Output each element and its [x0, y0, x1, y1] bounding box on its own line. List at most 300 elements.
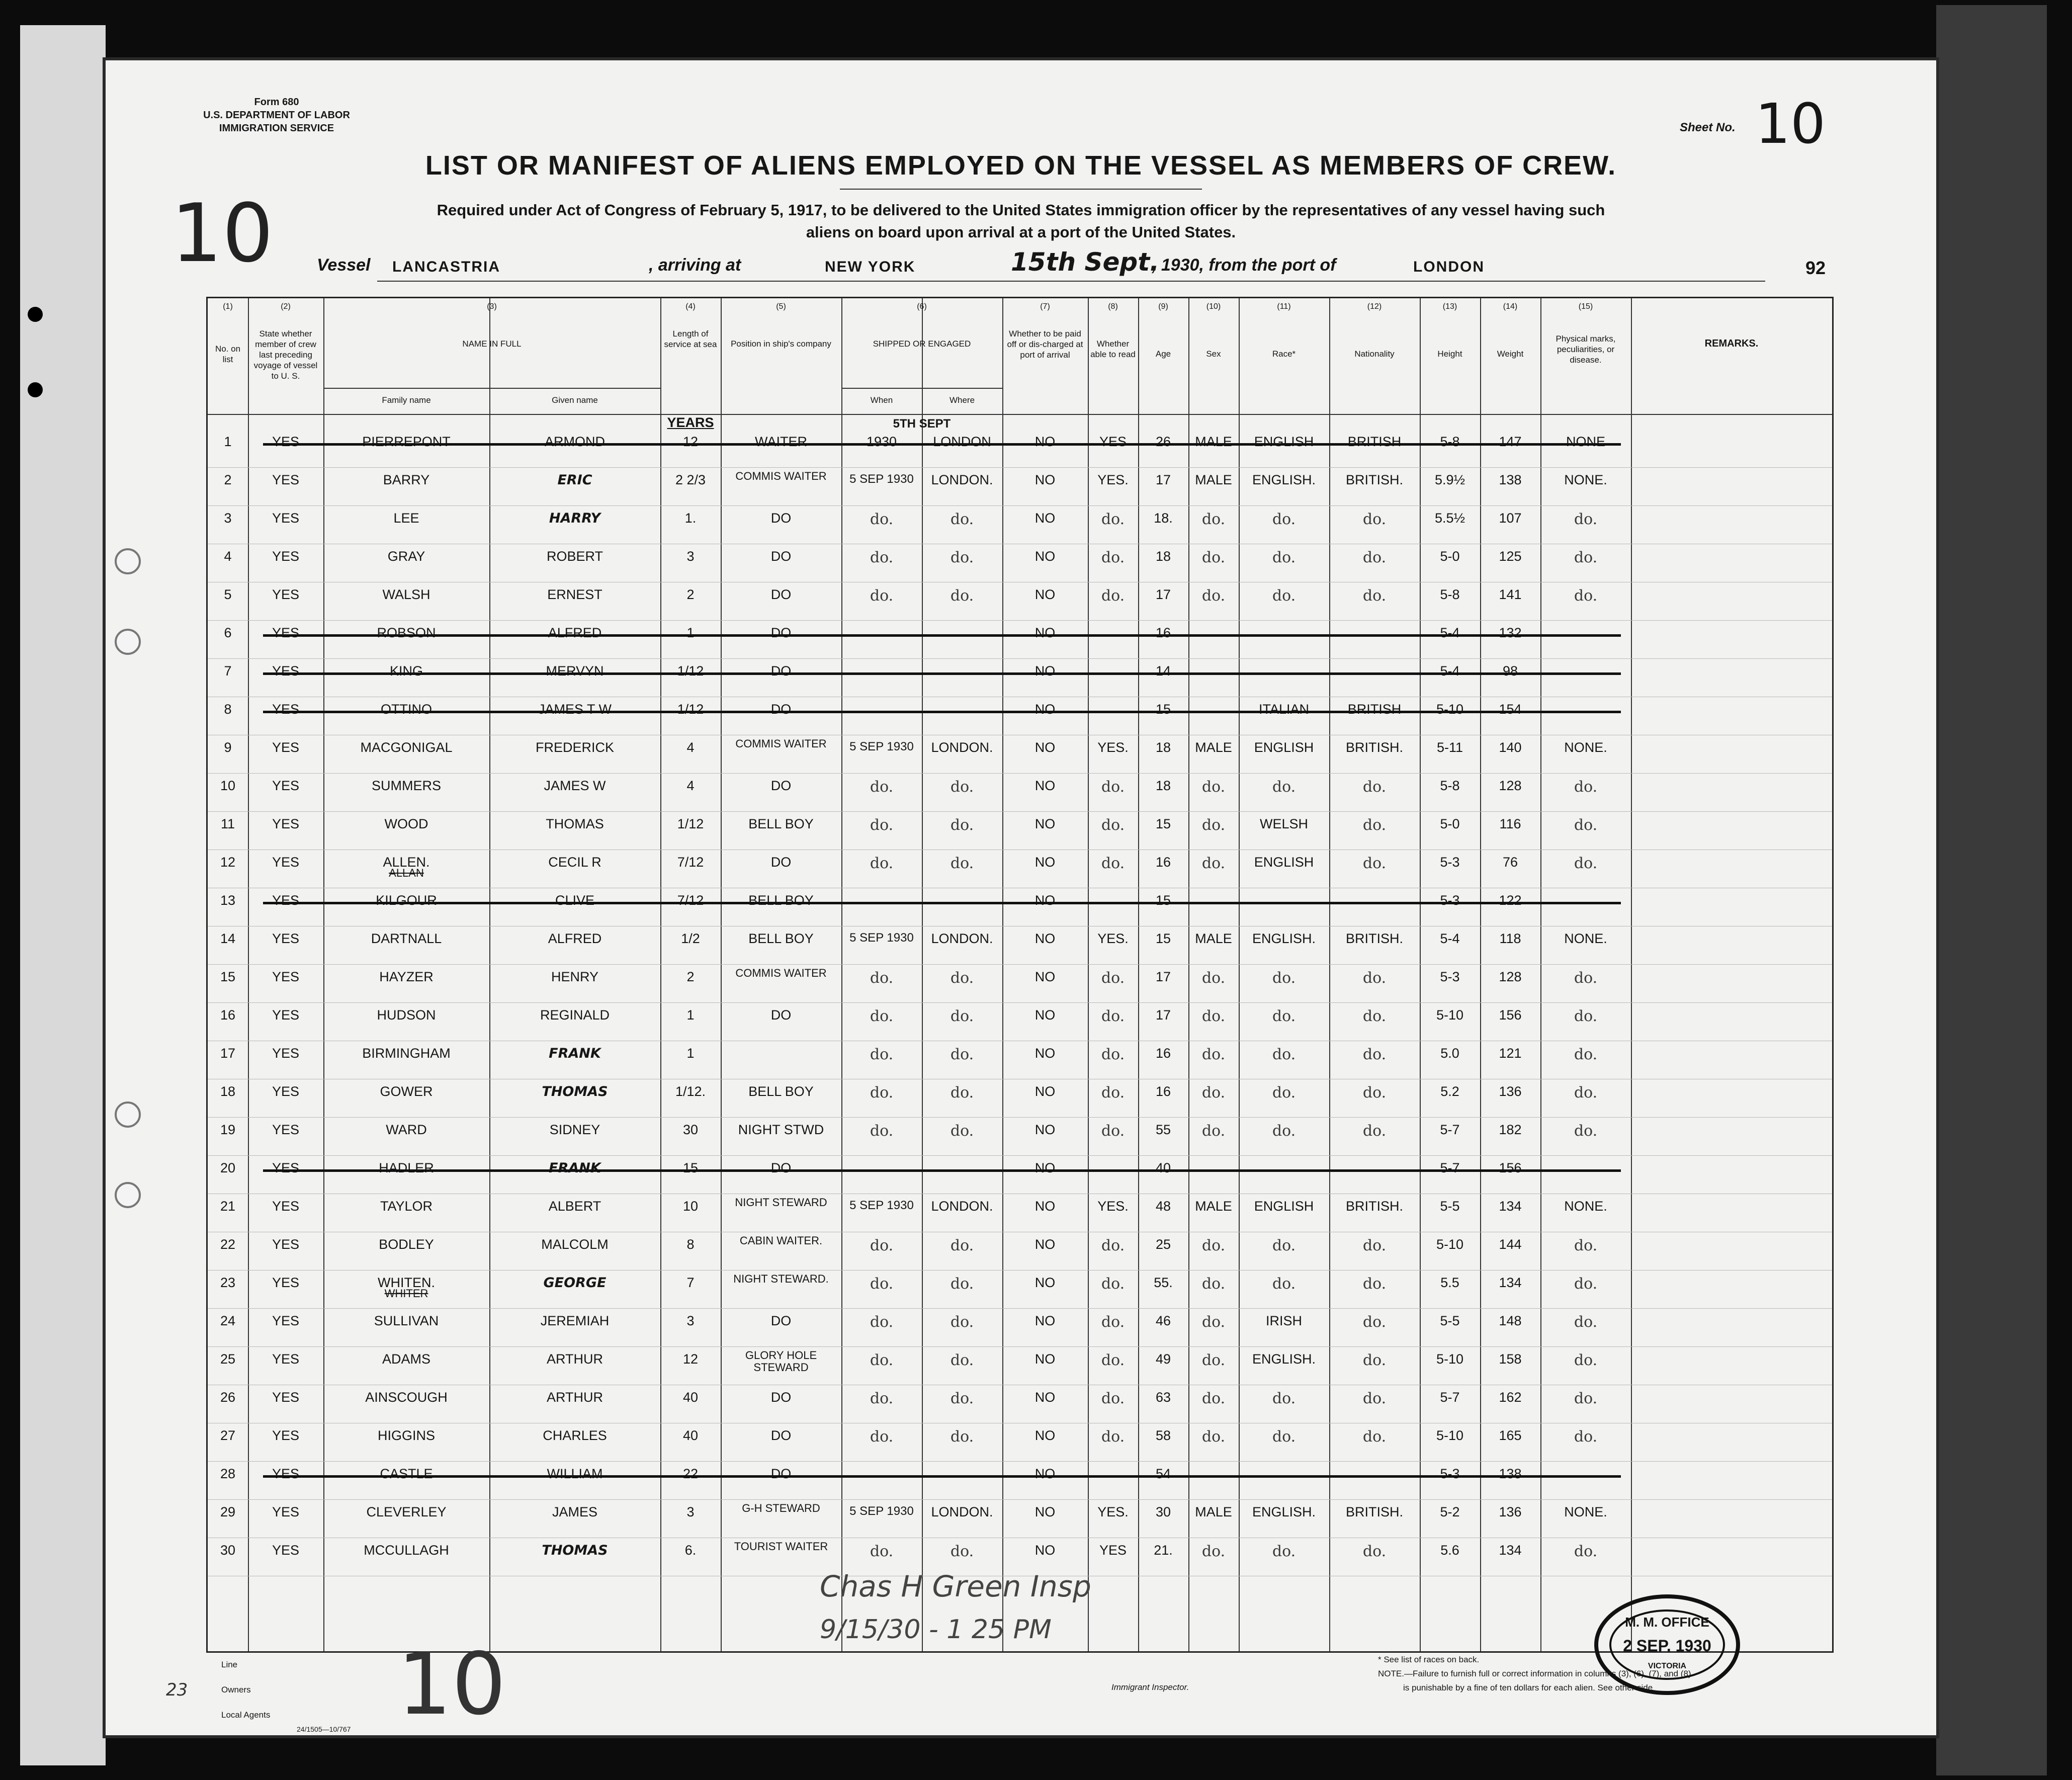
- cell-given: THOMAS: [542, 1543, 608, 1558]
- cell-age: 49: [1155, 1351, 1171, 1367]
- cell-read: YES.: [1097, 931, 1129, 946]
- cell-no: 3: [224, 511, 232, 526]
- cell-length: 1: [686, 1007, 695, 1023]
- cell-sex: do.: [1201, 778, 1226, 796]
- cell-read: do.: [1101, 587, 1125, 605]
- cell-no: 10: [220, 778, 236, 793]
- cell-given: FRANK: [549, 1160, 601, 1176]
- cell-sex: MALE: [1195, 1504, 1232, 1519]
- strikethrough-line: [263, 711, 1621, 713]
- cell-discharged: NO: [1034, 1122, 1056, 1137]
- cell-weight: 136: [1499, 1084, 1522, 1099]
- cell-age: 16: [1155, 625, 1171, 640]
- cell-position: GLORY HOLE STEWARD: [745, 1349, 817, 1374]
- header-weight: Weight: [1497, 349, 1524, 359]
- cell-age: 17: [1155, 587, 1171, 602]
- cell-nationality: do.: [1362, 1428, 1387, 1446]
- sheet-number: 10: [1755, 92, 1826, 156]
- cell-height: 5-8: [1440, 778, 1460, 793]
- header-remarks: REMARKS.: [1704, 338, 1759, 349]
- cell-when: do.: [870, 1543, 894, 1560]
- row-rule: [208, 1346, 1832, 1347]
- cell-length: 12: [682, 1351, 699, 1367]
- cell-height: 5-10: [1436, 702, 1464, 717]
- cell-weight: 156: [1499, 1160, 1522, 1175]
- form-header: [181, 96, 372, 135]
- cell-sex: do.: [1201, 855, 1226, 872]
- cell-age: 40: [1155, 1160, 1171, 1175]
- cell-given: CHARLES: [543, 1428, 607, 1443]
- row-rule: [208, 964, 1832, 965]
- cell-length: 15: [682, 1160, 699, 1175]
- cell-state: YES: [272, 969, 300, 984]
- cell-where: do.: [950, 587, 974, 605]
- cell-length: 1/12: [677, 816, 704, 831]
- cell-no: 28: [220, 1466, 236, 1481]
- cell-read: YES.: [1097, 740, 1129, 755]
- cell-position: WAITER: [755, 434, 807, 449]
- cell-race: do.: [1272, 511, 1296, 528]
- cell-when: do.: [870, 587, 894, 605]
- row-rule: [208, 1461, 1832, 1462]
- cell-position: DO: [770, 663, 792, 679]
- cell-no: 30: [220, 1543, 236, 1558]
- column-number: (9): [1158, 302, 1168, 311]
- cell-discharged: NO: [1034, 816, 1056, 831]
- cell-given: ALFRED: [548, 625, 602, 640]
- column-number: (1): [223, 302, 233, 311]
- cell-race: do.: [1272, 549, 1296, 566]
- cell-length: 3: [686, 549, 695, 564]
- arrival-port: NEW YORK: [825, 259, 916, 275]
- cell-age: 15: [1155, 893, 1171, 908]
- cell-read: do.: [1101, 1428, 1125, 1446]
- header-position: Position in ship's company: [731, 339, 831, 349]
- cell-discharged: NO: [1034, 1504, 1056, 1519]
- cell-length: 12: [682, 434, 699, 449]
- header-able-to-read: Whether able to read: [1090, 339, 1136, 359]
- cell-race: ENGLISH: [1254, 740, 1314, 755]
- cell-marks: do.: [1574, 969, 1598, 987]
- cell-read: do.: [1101, 816, 1125, 834]
- cell-discharged: NO: [1034, 702, 1056, 717]
- cell-marks: NONE.: [1564, 1504, 1607, 1519]
- cell-height: 5-2: [1440, 1504, 1460, 1519]
- column-number: (8): [1108, 302, 1118, 311]
- cell-no: 9: [224, 740, 232, 755]
- cell-age: 18: [1155, 549, 1171, 564]
- cell-state: YES: [272, 1351, 300, 1367]
- header-state-last-voyage: State whether member of crew last preceding voyage of vessel to U. S.: [253, 329, 318, 381]
- cell-where: do.: [950, 1007, 974, 1025]
- cell-marks: do.: [1574, 1351, 1598, 1369]
- penalty-note-1: NOTE.—Failure to furnish full or correct information in columns (3), (6), (7), and (8): [1378, 1669, 1691, 1678]
- cell-given: JAMES W: [544, 778, 606, 793]
- cell-age: 14: [1155, 663, 1171, 679]
- cell-discharged: NO: [1034, 587, 1056, 602]
- cell-age: 25: [1155, 1237, 1171, 1252]
- column-number: (13): [1442, 302, 1457, 311]
- cell-length: 1: [686, 1046, 695, 1061]
- cell-nationality: do.: [1362, 1275, 1387, 1293]
- cell-when: 5 SEP 1930: [849, 1504, 914, 1518]
- cell-height: 5-10: [1436, 1428, 1464, 1443]
- office-stamp: [1594, 1594, 1740, 1695]
- cell-height: 5-10: [1436, 1351, 1464, 1367]
- cell-nationality: BRITISH: [1347, 434, 1402, 449]
- cell-nationality: do.: [1362, 1390, 1387, 1407]
- cell-position: BELL BOY: [748, 816, 814, 831]
- cell-when: do.: [870, 1122, 894, 1140]
- cell-length: 7/12: [677, 893, 704, 908]
- cell-marks: do.: [1574, 816, 1598, 834]
- cell-position: DO: [770, 1466, 792, 1481]
- header-nationality: Nationality: [1354, 349, 1395, 359]
- cell-where: do.: [950, 816, 974, 834]
- name-subheader-divider: [323, 388, 660, 389]
- cell-read: YES: [1099, 1543, 1127, 1558]
- column-number: (11): [1277, 302, 1291, 311]
- cell-weight: 134: [1499, 1199, 1522, 1214]
- cell-race: do.: [1272, 1046, 1296, 1063]
- cell-given: HENRY: [551, 969, 599, 984]
- header-age: Age: [1155, 349, 1171, 359]
- cell-given: ALFRED: [548, 931, 602, 946]
- cell-marks: do.: [1574, 1275, 1598, 1293]
- cell-nationality: do.: [1362, 511, 1387, 528]
- row-rule: [208, 505, 1832, 506]
- cell-position: COMMIS WAITER: [735, 470, 827, 482]
- column-number: (4): [685, 302, 696, 311]
- cell-position: TOURIST WAITER: [734, 1540, 828, 1553]
- cell-discharged: NO: [1034, 1351, 1056, 1367]
- cell-read: do.: [1101, 1275, 1125, 1293]
- cell-weight: 107: [1499, 511, 1522, 526]
- cell-weight: 116: [1499, 816, 1521, 831]
- cell-read: do.: [1101, 969, 1125, 987]
- cell-weight: 138: [1499, 472, 1522, 487]
- cell-given: CECIL R: [548, 855, 601, 870]
- cell-discharged: NO: [1034, 740, 1056, 755]
- cell-family: HADLER: [379, 1160, 434, 1175]
- cell-weight: 98: [1502, 663, 1518, 679]
- row-rule: [208, 773, 1832, 774]
- cell-race: do.: [1272, 1122, 1296, 1140]
- cell-given: ALBERT: [548, 1199, 601, 1214]
- cell-marks: do.: [1574, 1390, 1598, 1407]
- cell-race: do.: [1272, 1084, 1296, 1101]
- cell-discharged: NO: [1034, 931, 1056, 946]
- cell-discharged: NO: [1034, 1199, 1056, 1214]
- cell-no: 6: [224, 625, 232, 640]
- binder-hole: [115, 1182, 141, 1208]
- cell-family: SULLIVAN: [374, 1313, 439, 1328]
- cell-read: do.: [1101, 1237, 1125, 1254]
- cell-sex: MALE: [1195, 472, 1232, 487]
- cell-family: MCCULLAGH: [364, 1543, 449, 1558]
- cell-sex: MALE: [1195, 434, 1232, 449]
- cell-marks: do.: [1574, 1122, 1598, 1140]
- cell-family: CASTLE: [380, 1466, 433, 1481]
- cell-weight: 156: [1499, 1007, 1522, 1023]
- cell-given: THOMAS: [546, 816, 604, 831]
- cell-marks: do.: [1574, 1084, 1598, 1101]
- cell-length: 3: [686, 1313, 695, 1328]
- cell-where: do.: [950, 778, 974, 796]
- cell-sex: MALE: [1195, 740, 1232, 755]
- cell-race: IRISH: [1265, 1313, 1302, 1328]
- cell-no: 4: [224, 549, 232, 564]
- cell-race: do.: [1272, 778, 1296, 796]
- cell-no: 25: [220, 1351, 236, 1367]
- stamp-top-text: M. M. OFFICE: [1625, 1615, 1709, 1630]
- cell-height: 5-11: [1436, 740, 1463, 755]
- cell-sex: do.: [1201, 549, 1226, 566]
- right-page-edge: [1936, 5, 2047, 1775]
- cell-position: DO: [770, 778, 792, 793]
- cell-race: ENGLISH: [1254, 1199, 1314, 1214]
- cell-state: YES: [272, 893, 300, 908]
- cell-discharged: NO: [1034, 434, 1056, 449]
- cell-read: do.: [1101, 511, 1125, 528]
- cell-length: 1/12: [677, 702, 704, 717]
- cell-given: ERIC: [557, 472, 592, 488]
- cell-discharged: NO: [1034, 1046, 1056, 1061]
- cell-given: ARTHUR: [546, 1351, 603, 1367]
- cell-discharged: NO: [1034, 472, 1056, 487]
- cell-state: YES: [272, 1199, 300, 1214]
- column-divider: [1631, 298, 1632, 1651]
- title-rule: [840, 189, 1202, 190]
- cell-read: YES.: [1097, 472, 1129, 487]
- cell-when: do.: [870, 1237, 894, 1254]
- cell-marks: do.: [1574, 1007, 1598, 1025]
- row-rule: [208, 1117, 1832, 1118]
- cell-when: do.: [870, 778, 894, 796]
- cell-state: YES: [272, 1390, 300, 1405]
- cell-no: 13: [220, 893, 236, 908]
- cell-given: REGINALD: [540, 1007, 610, 1023]
- cell-read: do.: [1101, 549, 1125, 566]
- cell-race: ENGLISH: [1254, 855, 1314, 870]
- cell-where: do.: [950, 549, 974, 566]
- cell-no: 21: [220, 1199, 236, 1214]
- cell-age: 26: [1155, 434, 1171, 449]
- cell-state: YES: [272, 1275, 300, 1290]
- cell-where: do.: [950, 1351, 974, 1369]
- cell-race: do.: [1272, 1007, 1296, 1025]
- cell-read: YES.: [1097, 1504, 1129, 1519]
- years-unit-label: YEARS: [667, 415, 714, 430]
- cell-height: 5-4: [1440, 931, 1460, 946]
- cell-no: 18: [220, 1084, 236, 1099]
- cell-family: OTTINO: [381, 702, 432, 717]
- cell-weight: 76: [1502, 855, 1518, 870]
- cell-marks: do.: [1574, 549, 1598, 566]
- cell-height: 5-10: [1436, 1007, 1464, 1023]
- cell-length: 2: [686, 587, 695, 602]
- cell-length: 1/12: [677, 663, 704, 679]
- cell-height: 5-8: [1440, 587, 1460, 602]
- cell-nationality: do.: [1362, 969, 1387, 987]
- cell-nationality: BRITISH.: [1345, 1199, 1403, 1214]
- cell-sex: do.: [1201, 1084, 1226, 1101]
- manifest-title: LIST OR MANIFEST OF ALIENS EMPLOYED ON THE VESSEL AS MEMBERS OF CREW.: [425, 150, 1617, 181]
- row-rule: [208, 1308, 1832, 1309]
- cell-read: do.: [1101, 1084, 1125, 1101]
- arriving-label: , arriving at: [649, 256, 741, 275]
- cell-no: 22: [220, 1237, 236, 1252]
- cell-weight: 121: [1499, 1046, 1522, 1061]
- cell-race: ENGLISH.: [1252, 931, 1316, 946]
- cell-age: 15: [1155, 931, 1171, 946]
- cell-marks: NONE.: [1564, 472, 1607, 487]
- stamp-bottom-text: VICTORIA: [1648, 1662, 1687, 1670]
- cell-family: AINSCOUGH: [365, 1390, 448, 1405]
- cell-when: do.: [870, 549, 894, 566]
- cell-discharged: NO: [1034, 549, 1056, 564]
- cell-family: GOWER: [380, 1084, 433, 1099]
- cell-nationality: BRITISH.: [1345, 931, 1403, 946]
- cell-length: 10: [682, 1199, 699, 1214]
- cell-read: do.: [1101, 1046, 1125, 1063]
- cell-position: NIGHT STEWARD.: [733, 1273, 829, 1285]
- cell-where: do.: [950, 855, 974, 872]
- cell-weight: 125: [1499, 549, 1522, 564]
- header-length-of-service: Length of service at sea: [664, 329, 717, 349]
- sheet-label: Sheet No.: [1680, 121, 1736, 134]
- column-number: (12): [1367, 302, 1382, 311]
- cell-given: ERNEST: [547, 587, 602, 602]
- cell-height: 5-7: [1440, 1122, 1460, 1137]
- cell-sex: do.: [1201, 1122, 1226, 1140]
- cell-where: do.: [950, 1313, 974, 1331]
- cell-state: YES: [272, 472, 300, 487]
- cell-position: G-H STEWARD: [742, 1502, 820, 1514]
- stamp-date: 2 SEP. 1930: [1623, 1637, 1711, 1655]
- cell-where: do.: [950, 1543, 974, 1560]
- cell-sex: do.: [1201, 1351, 1226, 1369]
- cell-nationality: do.: [1362, 1237, 1387, 1254]
- vessel-name: LANCASTRIA: [392, 259, 500, 275]
- column-number: (6): [917, 302, 927, 311]
- cell-marks: do.: [1574, 587, 1598, 605]
- cell-state: YES: [272, 702, 300, 717]
- cell-given: ROBERT: [546, 549, 603, 564]
- cell-height: 5-3: [1440, 969, 1460, 984]
- binder-hole: [115, 548, 141, 574]
- cell-when: do.: [870, 969, 894, 987]
- cell-state: YES: [272, 1007, 300, 1023]
- races-note: * See list of races on back.: [1378, 1655, 1480, 1664]
- cell-position: BELL BOY: [748, 931, 814, 946]
- margin-number: 10: [171, 186, 274, 280]
- cell-race: do.: [1272, 1390, 1296, 1407]
- cell-nationality: do.: [1362, 1084, 1387, 1101]
- cell-family: KING: [389, 663, 423, 679]
- cell-given: HARRY: [549, 511, 601, 526]
- cell-length: 7/12: [677, 855, 704, 870]
- cell-state: YES: [272, 931, 300, 946]
- cell-family: SUMMERS: [371, 778, 441, 793]
- cell-no: 23: [220, 1275, 236, 1290]
- cell-sex: do.: [1201, 1313, 1226, 1331]
- column-number: (15): [1578, 302, 1593, 311]
- cell-read: YES: [1099, 434, 1127, 449]
- cell-nationality: do.: [1362, 1543, 1387, 1560]
- cell-marks: NONE.: [1564, 740, 1607, 755]
- cell-race: ENGLISH.: [1252, 1504, 1316, 1519]
- cell-age: 54: [1155, 1466, 1171, 1481]
- cell-nationality: BRITISH: [1347, 702, 1402, 717]
- cell-discharged: NO: [1034, 1007, 1056, 1023]
- cell-given: SIDNEY: [549, 1122, 600, 1137]
- cell-weight: 134: [1499, 1275, 1522, 1290]
- cell-given: THOMAS: [542, 1084, 608, 1099]
- binder-hole: [115, 1101, 141, 1128]
- cell-no: 12: [220, 855, 236, 870]
- cell-where: LONDON.: [931, 472, 993, 487]
- cell-weight: 132: [1499, 625, 1522, 640]
- cell-given: JAMES T W: [538, 702, 612, 717]
- cell-age: 16: [1155, 855, 1171, 870]
- cell-where: do.: [950, 969, 974, 987]
- cell-state: YES: [272, 1543, 300, 1558]
- cell-height: 5.0: [1440, 1046, 1459, 1061]
- column-number: (14): [1503, 302, 1518, 311]
- cell-when: do.: [870, 1084, 894, 1101]
- cell-weight: 148: [1499, 1313, 1522, 1328]
- footer-agents-label: Local Agents: [221, 1710, 271, 1720]
- cell-position: DO: [770, 1428, 792, 1443]
- cell-family: TAYLOR: [380, 1199, 433, 1214]
- cell-nationality: do.: [1362, 587, 1387, 605]
- strikethrough-line: [263, 443, 1621, 446]
- cell-nationality: BRITISH.: [1345, 472, 1403, 487]
- cell-where: LONDON.: [931, 740, 993, 755]
- cell-weight: 118: [1499, 931, 1521, 946]
- cell-marks: do.: [1574, 511, 1598, 528]
- cell-sex: do.: [1201, 1543, 1226, 1560]
- cell-nationality: do.: [1362, 1351, 1387, 1369]
- cell-family: WALSH: [382, 587, 430, 602]
- cell-age: 17: [1155, 969, 1171, 984]
- corner-number: 23: [166, 1680, 188, 1700]
- cell-age: 21.: [1154, 1543, 1173, 1558]
- cell-family: GRAY: [387, 549, 425, 564]
- cell-position: DO: [770, 1390, 792, 1405]
- cell-no: 14: [220, 931, 236, 946]
- cell-height: 5-0: [1440, 816, 1460, 831]
- cell-age: 30: [1155, 1504, 1171, 1519]
- header-shipped-or-engaged: SHIPPED OR ENGAGED: [873, 339, 971, 349]
- cell-read: do.: [1101, 1390, 1125, 1407]
- cell-race: do.: [1272, 587, 1296, 605]
- cell-no: 11: [220, 816, 235, 831]
- cell-where: LONDON.: [931, 931, 993, 946]
- cell-height: 5.5½: [1434, 511, 1465, 526]
- cell-given: JAMES: [552, 1504, 598, 1519]
- cell-state: YES: [272, 740, 300, 755]
- cell-race: do.: [1272, 969, 1296, 987]
- cell-when: do.: [870, 816, 894, 834]
- cell-height: 5-4: [1440, 663, 1460, 679]
- cell-weight: 165: [1499, 1428, 1522, 1443]
- cell-length: 2: [686, 969, 695, 984]
- cell-state: YES: [272, 587, 300, 602]
- cell-marks: NONE.: [1564, 931, 1607, 946]
- cell-given: GEORGE: [543, 1275, 607, 1291]
